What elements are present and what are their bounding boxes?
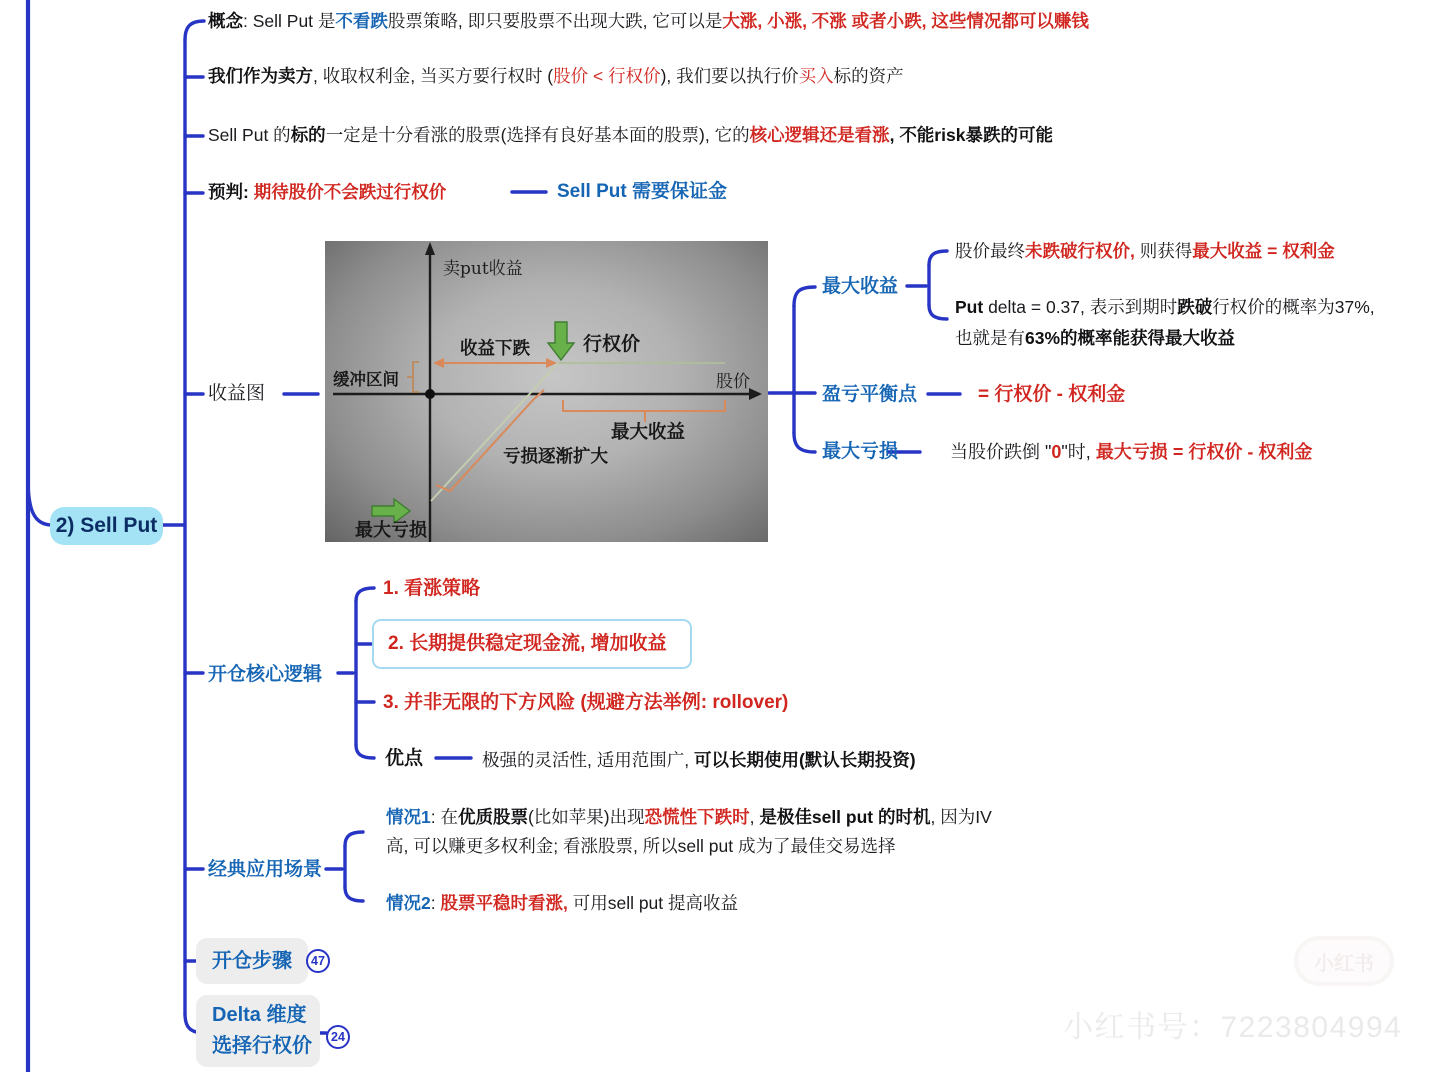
scenario-case-1-line1[interactable]: 情况1: 在优质股票(比如苹果)出现恐慌性下跌时, 是极佳sell put 的时机, 因为IV (386, 807, 992, 827)
collapsed-count-badge-47[interactable]: 47 (306, 949, 330, 973)
branch-max-profit-label[interactable]: 最大收益 (822, 276, 899, 297)
loss-expand-bracket (436, 390, 544, 491)
branch-delta-strike-selection[interactable] (196, 995, 320, 1067)
delta-label-line2: 选择行权价 (212, 1035, 312, 1057)
branch-payoff-diagram-label[interactable]: 收益图 (208, 383, 266, 404)
max-profit-detail-1[interactable]: 股价最终未跌破行权价, 则获得最大收益 = 权利金 (955, 241, 1335, 261)
branch-concept[interactable]: 概念: Sell Put 是不看跌股票策略, 即只要股票不出现大跌, 它可以是大涨, 小涨, 不涨 或者小跌, 这些情况都可以赚钱 (208, 11, 1089, 31)
y-axis-arrow (425, 242, 435, 255)
chart-x-label: 股价 (716, 372, 750, 392)
branch-open-steps[interactable] (196, 938, 308, 984)
max-profit-bracket (563, 400, 725, 422)
core-logic-item-2: 2. 长期提供稳定现金流, 增加收益 (388, 633, 667, 654)
strike-down-arrow-icon (548, 322, 574, 360)
xiaohongshu-logo: 小红书 (1294, 936, 1394, 986)
max-loss-value[interactable]: 当股价跌倒 "0"时, 最大亏损 = 行权价 - 权利金 (950, 442, 1313, 462)
branch-target-selection[interactable]: Sell Put 的标的一定是十分看涨的股票(选择有良好基本面的股票), 它的核心逻辑还是看涨, 不能risk暴跌的可能 (208, 125, 1053, 145)
chart-profit-decline-label: 收益下跌 (460, 338, 530, 358)
delta-label-line1: Delta 维度 (212, 1004, 307, 1026)
branch-advantage-label[interactable]: 优点 (385, 748, 424, 769)
payoff-diagonal-line (431, 363, 558, 501)
scenario-case-1-line2[interactable]: 高, 可以赚更多权利金; 看涨股票, 所以sell put 成为了最佳交易选择 (386, 836, 896, 856)
payoff-chart-svg (325, 241, 768, 542)
breakeven-value[interactable]: = 行权价 - 权利金 (978, 384, 1126, 405)
chart-buffer-label: 缓冲区间 (333, 371, 399, 389)
branch-prejudgment[interactable]: 预判: 期待股价不会跌过行权价 (208, 182, 447, 202)
note-margin-required[interactable]: Sell Put 需要保证金 (557, 181, 727, 202)
chart-y-label: 卖put收益 (443, 259, 523, 279)
chart-max-loss-label: 最大亏损 (355, 520, 427, 540)
arrow-left-head (433, 358, 444, 368)
max-profit-detail-2-line2[interactable]: 也就是有63%的概率能获得最大收益 (955, 328, 1236, 348)
branch-scenarios-label[interactable]: 经典应用场景 (208, 859, 323, 880)
advantage-detail[interactable]: 极强的灵活性, 适用范围广, 可以长期使用(默认长期投资) (482, 750, 916, 770)
branch-breakeven-label[interactable]: 盈亏平衡点 (822, 384, 918, 405)
collapsed-count-badge-24[interactable]: 24 (326, 1025, 350, 1049)
open-steps-label: 开仓步骤 (212, 949, 292, 972)
core-logic-item-3[interactable]: 3. 并非无限的下方风险 (规避方法举例: rollover) (383, 692, 789, 713)
watermark-account-id: 小红书号：7223804994 (1063, 1011, 1403, 1044)
branch-max-loss-label[interactable]: 最大亏损 (822, 441, 899, 462)
core-logic-item-2-highlight-box[interactable] (372, 619, 692, 669)
chart-max-profit-label: 最大收益 (611, 421, 686, 442)
core-logic-item-1[interactable]: 1. 看涨策略 (383, 578, 481, 599)
max-profit-detail-2-line1[interactable]: Put delta = 0.37, 表示到期时跌破行权价的概率为37%, (955, 297, 1375, 317)
branch-seller-role[interactable]: 我们作为卖方, 收取权利金, 当买方要行权时 (股价 < 行权价), 我们要以执行价买入标的资产 (208, 66, 904, 86)
chart-loss-expand-label: 亏损逐渐扩大 (503, 446, 608, 466)
scenario-case-2[interactable]: 情况2: 股票平稳时看涨, 可用sell put 提高收益 (386, 893, 739, 913)
origin-dot (425, 389, 435, 399)
x-axis-arrow (749, 388, 762, 400)
topic-node-sell-put[interactable]: 2) Sell Put (50, 507, 163, 545)
branch-core-logic-label[interactable]: 开仓核心逻辑 (208, 664, 323, 685)
buffer-bracket (407, 362, 419, 392)
chart-strike-label: 行权价 (583, 334, 641, 355)
payoff-chart-image[interactable] (325, 241, 768, 542)
